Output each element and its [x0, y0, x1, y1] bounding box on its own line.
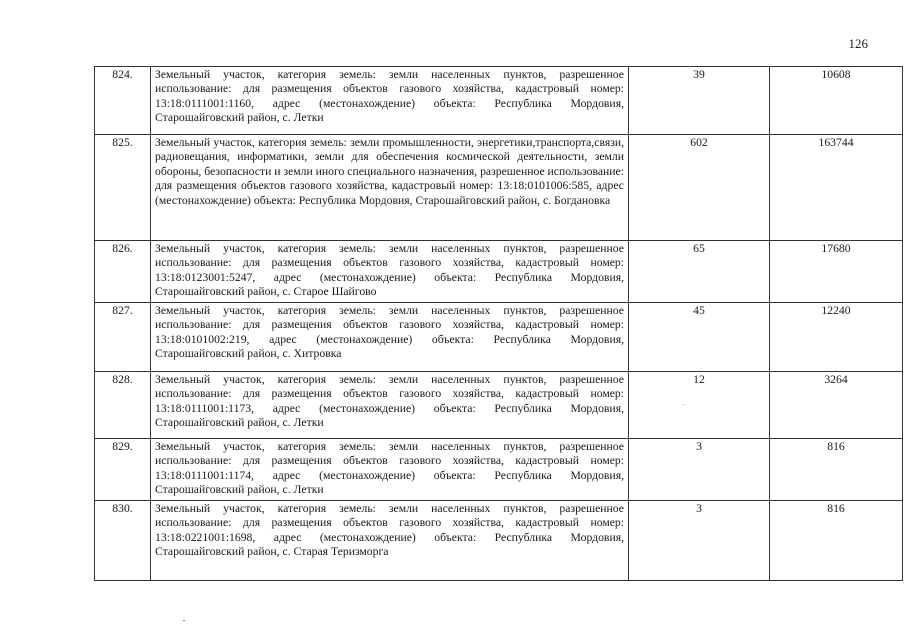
table-row: [95, 501, 903, 581]
row-number: 825.: [95, 135, 151, 241]
plot-price: 12240: [770, 303, 903, 372]
row-number: 824.: [95, 67, 151, 135]
table-row: [95, 439, 903, 501]
scan-speck: [183, 620, 185, 621]
plot-description: Земельный участок, категория земель: земли населенных пунктов, разрешенное использование: для размещения объектов газового хозяйства, кадастровый номер: 13:18:0101002:219, адрес (местонахождение) объекта: Республика Мордовия, Старошайговский район, с. Хитровка: [151, 303, 629, 372]
row-number: 828.: [95, 372, 151, 439]
land-plots-table: [94, 66, 903, 581]
plot-area: 3: [629, 439, 770, 501]
page-number: 126: [848, 36, 868, 51]
row-number: 829.: [95, 439, 151, 501]
plot-area: 12: [629, 372, 770, 439]
plot-area: 602: [629, 135, 770, 241]
table-row: [95, 241, 903, 303]
row-number: 827.: [95, 303, 151, 372]
plot-price: 816: [770, 439, 903, 501]
table-row: [95, 303, 903, 372]
table-row: [95, 372, 903, 439]
table-row: [95, 135, 903, 241]
plot-price: 17680: [770, 241, 903, 303]
plot-description: Земельный участок, категория земель: земли промышленности, энергетики,транспорта,связи, радиовещания, информатики, земли для обеспечения космической деятельности, земли обороны, безопасности и земли иного специального назначения, разрешенное использование: для размещения объектов газового хозяйства, кадастровый номер: 13:18:0101006:585, адрес (местонахождение) объекта: Республика Мордовия, Старошайговский район, с. Богдановка: [151, 135, 629, 241]
plot-area: 39: [629, 67, 770, 135]
plot-description: Земельный участок, категория земель: земли населенных пунктов, разрешенное использование: для размещения объектов газового хозяйства, кадастровый номер: 13:18:0123001:5247, адрес (местонахождение) объекта: Республика Мордовия, Старошайговский район, с. Старое Шайгово: [151, 241, 629, 303]
row-number: 830.: [95, 501, 151, 581]
plot-description: Земельный участок, категория земель: земли населенных пунктов, разрешенное использование: для размещения объектов газового хозяйства, кадастровый номер: 13:18:0111001:1160, адрес (местонахождение) объекта: Республика Мордовия, Старошайговский район, с. Летки: [151, 67, 629, 135]
scan-speck: [683, 404, 684, 405]
plot-area: 45: [629, 303, 770, 372]
plot-area: 3: [629, 501, 770, 581]
plot-description: Земельный участок, категория земель: земли населенных пунктов, разрешенное использование: для размещения объектов газового хозяйства, кадастровый номер: 13:18:0111001:1173, адрес (местонахождение) объекта: Республика Мордовия, Старошайговский район, с. Летки: [151, 372, 629, 439]
plot-description: Земельный участок, категория земель: земли населенных пунктов, разрешенное использование: для размещения объектов газового хозяйства, кадастровый номер: 13:18:0111001:1174, адрес (местонахождение) объекта: Республика Мордовия, Старошайговский район, с. Летки: [151, 439, 629, 501]
plot-price: 3264: [770, 372, 903, 439]
row-number: 826.: [95, 241, 151, 303]
plot-description: Земельный участок, категория земель: земли населенных пунктов, разрешенное использование: для размещения объектов газового хозяйства, кадастровый номер: 13:18:0221001:1698, адрес (местонахождение) объекта: Республика Мордовия, Старошайговский район, с. Старая Теризморга: [151, 501, 629, 581]
plot-price: 163744: [770, 135, 903, 241]
table-row: [95, 67, 903, 135]
plot-price: 816: [770, 501, 903, 581]
plot-price: 10608: [770, 67, 903, 135]
plot-area: 65: [629, 241, 770, 303]
